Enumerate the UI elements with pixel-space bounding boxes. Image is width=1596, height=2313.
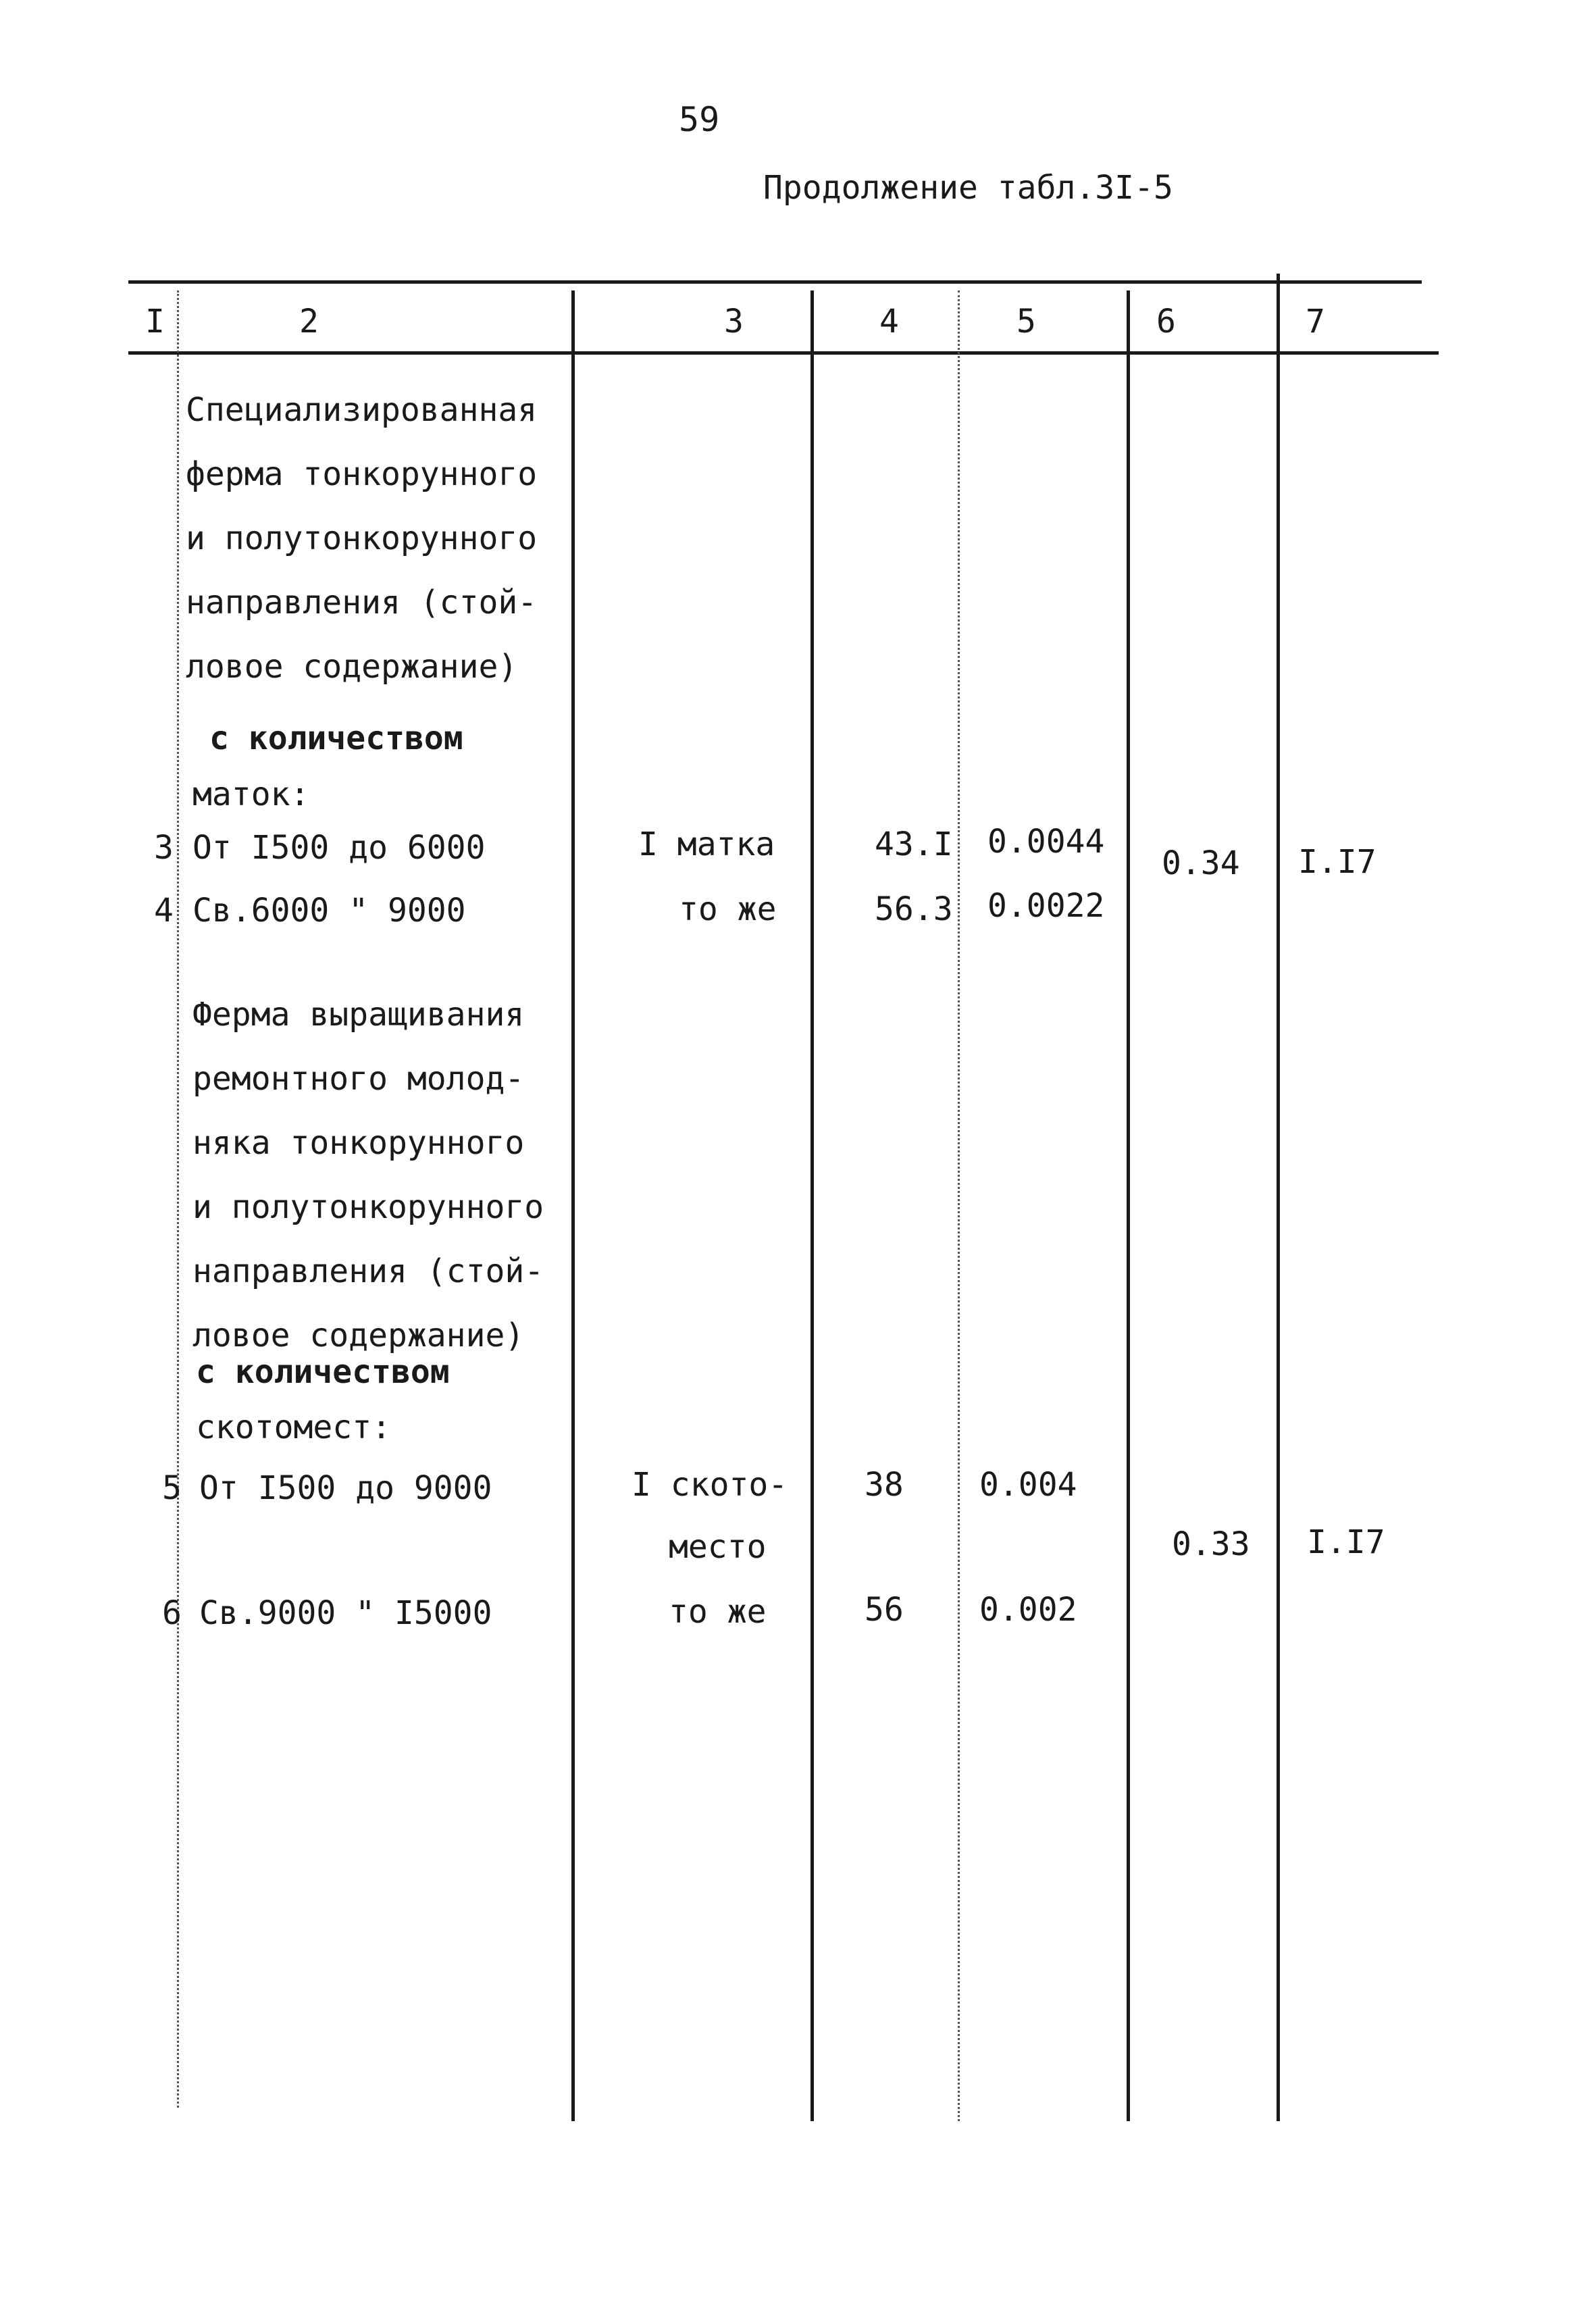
section-1-qty-unit: маток:: [192, 776, 310, 813]
column-divider-2: [571, 290, 575, 2121]
section-1-title: [186, 378, 537, 699]
row-6-col-5: 0.002: [979, 1591, 1077, 1629]
page-number: 59: [679, 100, 720, 139]
section-2-title-line: ремонтного молод-: [192, 1060, 525, 1098]
row-3-number: 3: [154, 829, 174, 867]
row-6-number: 6: [162, 1594, 182, 1632]
header-col-5: 5: [1016, 303, 1036, 340]
row-5-col-5: 0.004: [979, 1466, 1077, 1504]
row-6-col-4: 56: [865, 1591, 904, 1629]
row-6-name: Св.9000 " I5000: [199, 1594, 492, 1632]
section-1-qty-label: с количеством: [209, 719, 463, 757]
section-2-title: [192, 983, 544, 1368]
section-2-col-6: 0.33: [1172, 1525, 1250, 1563]
row-3-col-5: 0.0044: [987, 823, 1105, 861]
row-4-col-4: 56.3: [875, 890, 953, 928]
table-top-rule: [128, 280, 1422, 284]
section-2-title-line: и полутонкорунного: [192, 1188, 544, 1226]
section-1-title-line: Специализированная: [186, 391, 538, 429]
section-2-title-line: Ферма выращивания: [192, 996, 525, 1034]
row-6-unit: то же: [669, 1593, 767, 1631]
section-2-title-line: направления (стой-: [192, 1252, 544, 1290]
column-divider-5: [1127, 290, 1130, 2121]
header-col-1: I: [145, 303, 165, 340]
row-3-name: От I500 до 6000: [192, 829, 486, 867]
row-4-col-5: 0.0022: [987, 887, 1105, 925]
header-col-7: 7: [1306, 303, 1325, 340]
section-2-title-line: няка тонкорунного: [192, 1124, 525, 1162]
section-2-qty-unit: скотомест:: [196, 1408, 391, 1446]
table-caption: Продолжение табл.3I-5: [763, 169, 1173, 207]
header-col-4: 4: [879, 303, 899, 340]
column-divider-6: [1277, 274, 1280, 2121]
section-2-col-7: I.I7: [1307, 1523, 1385, 1561]
column-divider-3: [810, 290, 814, 2121]
section-1-col-7: I.I7: [1298, 843, 1376, 881]
row-4-number: 4: [154, 892, 174, 930]
header-col-3: 3: [724, 303, 744, 340]
table-header-rule: [128, 351, 1439, 355]
row-3-col-4: 43.I: [875, 825, 953, 863]
section-1-col-6: 0.34: [1162, 844, 1240, 882]
section-1-title-line: ферма тонкорунного: [186, 455, 538, 493]
section-1-title-line: и полутонкорунного: [186, 519, 538, 557]
section-1-title-line: ловое содержание): [186, 648, 518, 686]
row-4-unit: то же: [679, 890, 777, 928]
section-2-title-line: ловое содержание): [192, 1317, 525, 1354]
header-col-6: 6: [1156, 303, 1176, 340]
header-col-2: 2: [299, 303, 319, 340]
row-5-unit-line-2: место: [669, 1528, 767, 1566]
row-5-name: От I500 до 9000: [199, 1469, 492, 1507]
row-5-unit-line-1: I ското-: [632, 1466, 788, 1504]
row-3-unit: I матка: [638, 825, 775, 863]
section-1-title-line: направления (стой-: [186, 584, 538, 621]
row-5-number: 5: [162, 1469, 182, 1507]
section-2-qty-label: с количеством: [196, 1353, 450, 1391]
row-4-name: Св.6000 " 9000: [192, 892, 466, 930]
column-divider-4: [958, 290, 960, 2121]
column-divider-1: [177, 290, 179, 2108]
row-5-col-4: 38: [865, 1466, 904, 1504]
